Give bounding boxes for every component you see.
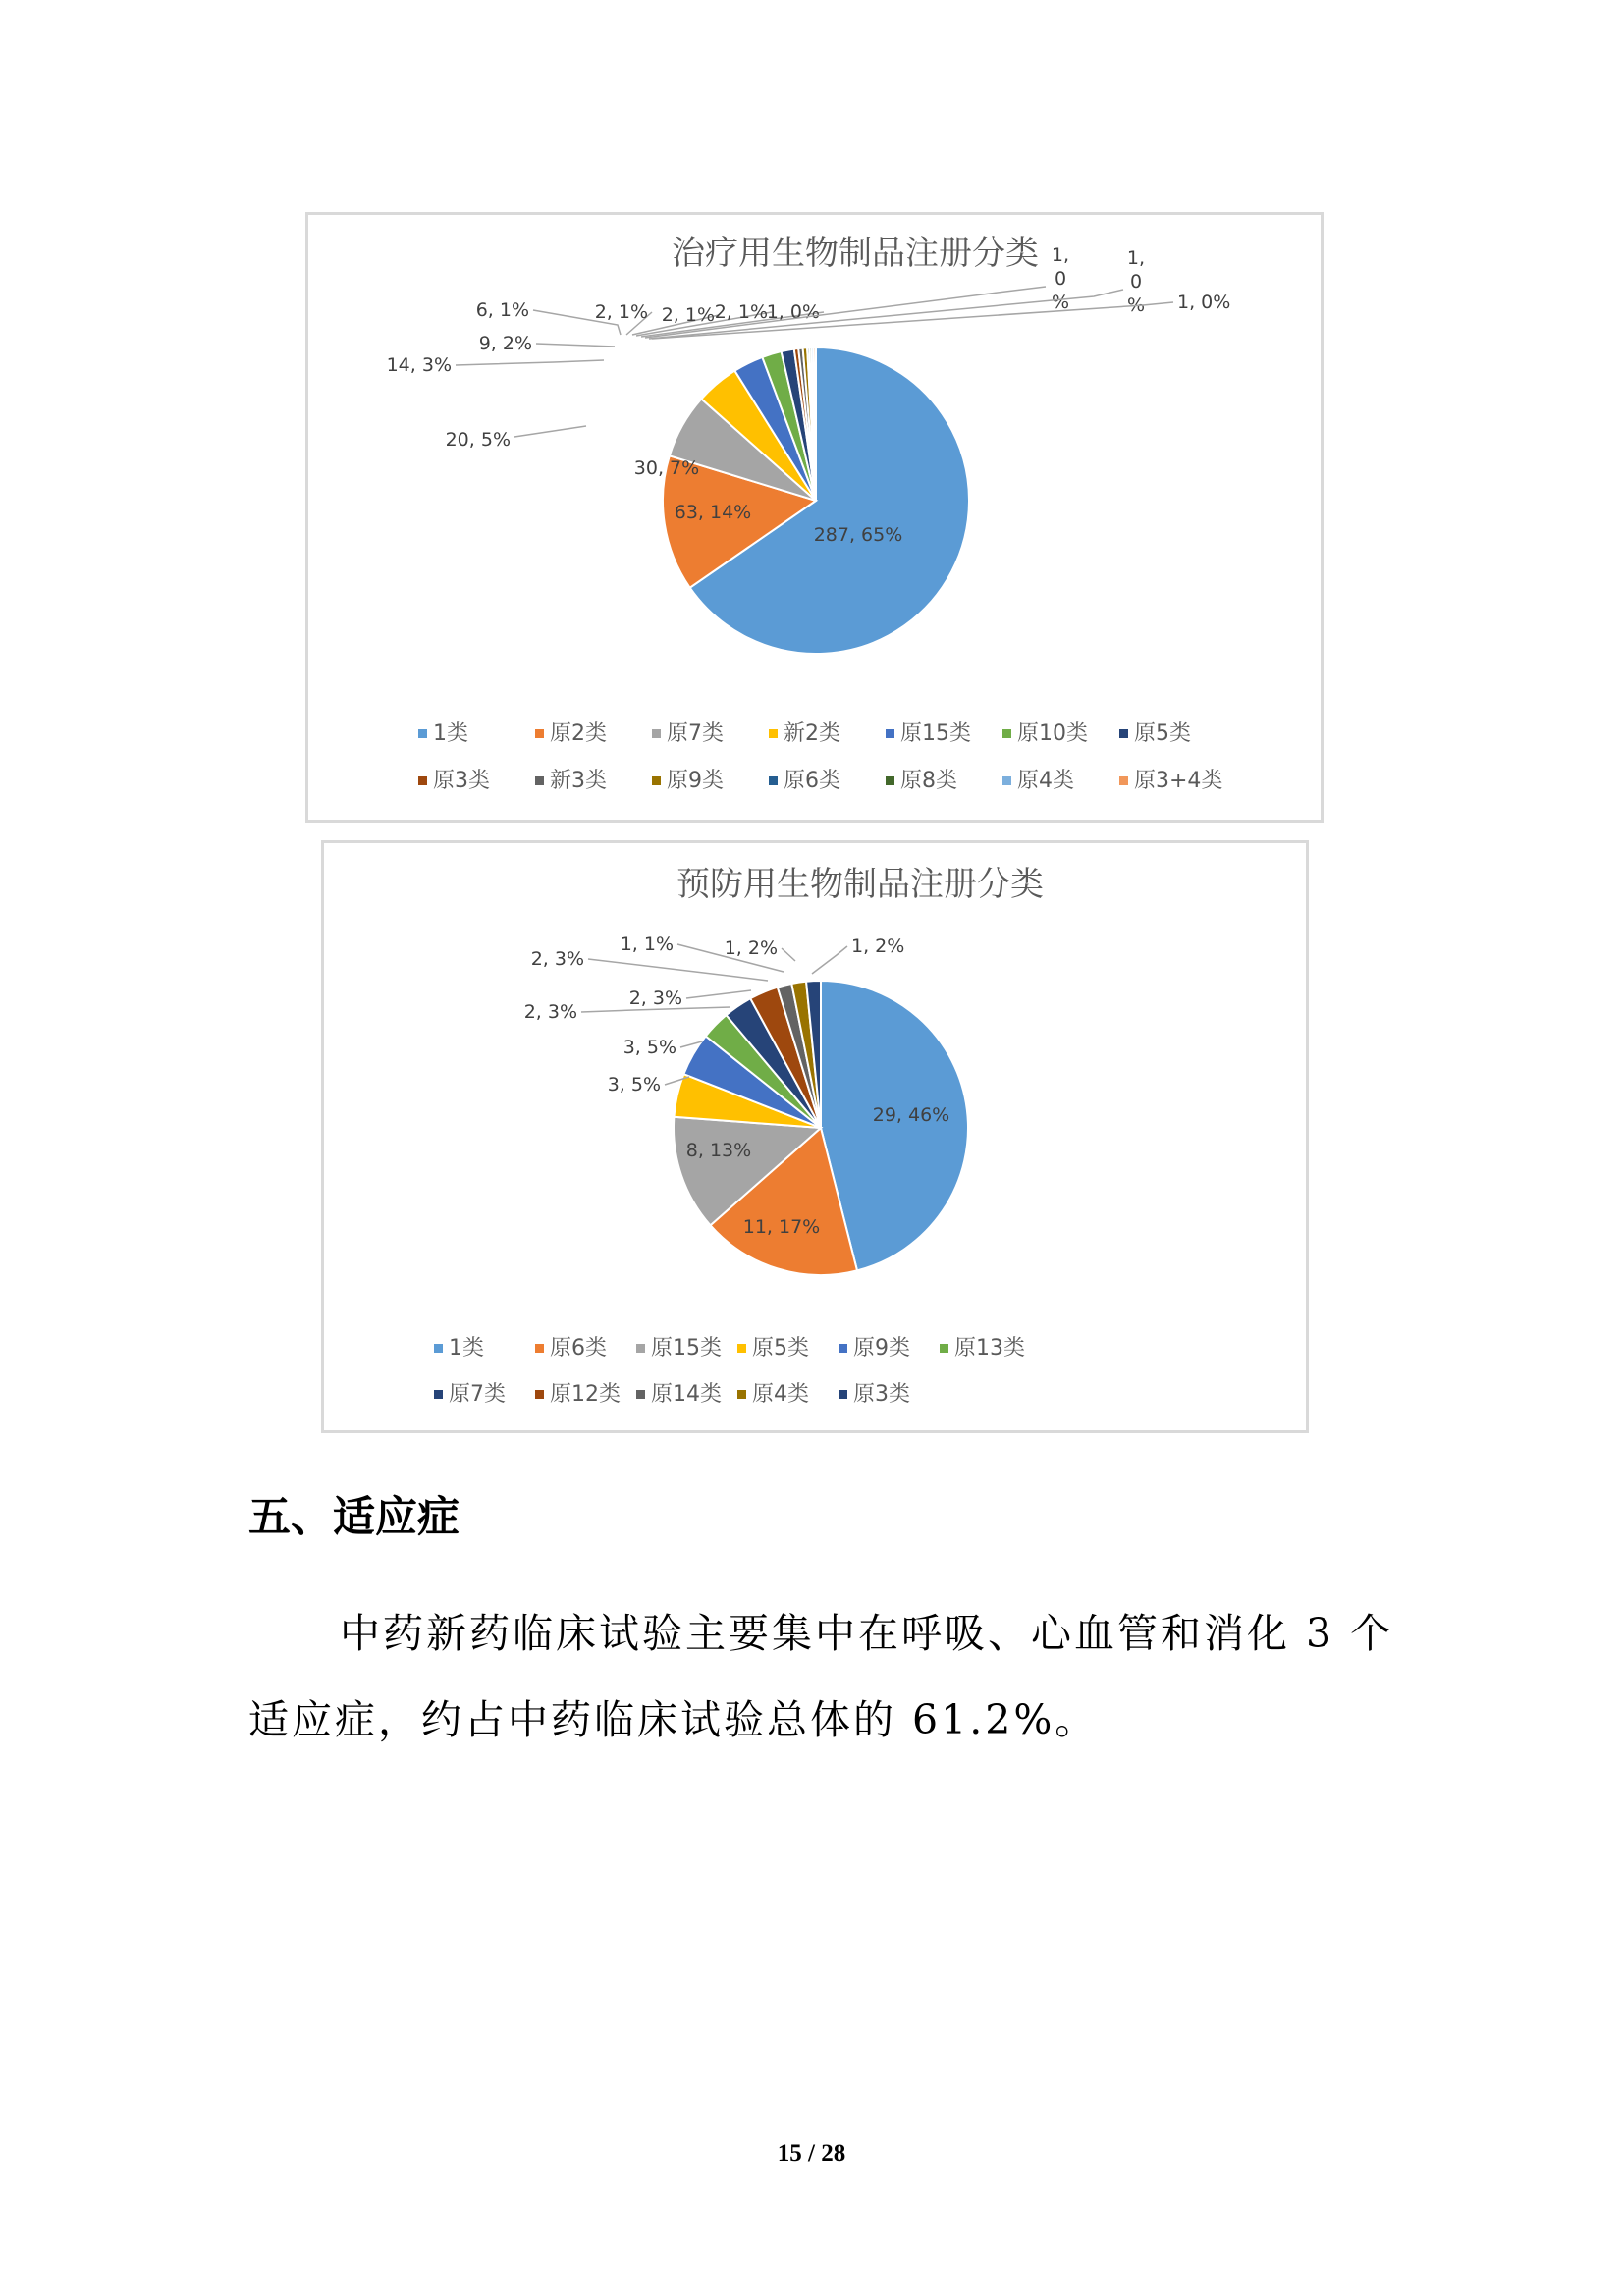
- data-label-原5类: 3, 5%: [607, 1074, 661, 1095]
- legend-swatch-原4类: [737, 1390, 746, 1399]
- legend-swatch-原6类: [535, 1344, 544, 1353]
- legend-label-原3类: 原3类: [853, 1382, 910, 1407]
- legend-swatch-原3类: [418, 776, 427, 785]
- legend-swatch-原10类: [1002, 729, 1011, 738]
- legend-label-原3plus4类: 原3+4类: [1134, 769, 1223, 793]
- data-label-原10类: 9, 2%: [478, 333, 532, 354]
- legend-label-原9类: 原9类: [853, 1336, 910, 1361]
- data-label-原6类: 1, 0%: [766, 301, 820, 323]
- data-label-原4类: 1, 2%: [724, 937, 778, 959]
- leader-line-原4类: [782, 948, 795, 961]
- leader-line-原10类: [536, 344, 615, 347]
- legend-swatch-原7类: [434, 1390, 443, 1399]
- legend-label-1类: 1类: [433, 721, 468, 746]
- chart-title: 治疗用生物制品注册分类: [672, 234, 1039, 273]
- data-label-新2类: 20, 5%: [445, 429, 511, 451]
- data-label-原8类: 1, 0 %: [1051, 244, 1070, 313]
- data-label-原3类: 2, 1%: [594, 301, 648, 323]
- leader-line-原3类: [812, 946, 847, 974]
- paragraph-line-2: 适应症，约占中药临床试验总体的 61.2%。: [248, 1696, 1099, 1743]
- leader-line-原12类: [588, 959, 768, 981]
- legend-label-原2类: 原2类: [550, 721, 607, 746]
- chart-title: 预防用生物制品注册分类: [676, 865, 1044, 904]
- chart-canvas: [324, 843, 1312, 1436]
- legend-swatch-原15类: [886, 729, 894, 738]
- legend-label-原7类: 原7类: [667, 721, 724, 746]
- data-label-原3plus4类: 1, 0%: [1177, 292, 1231, 313]
- legend-swatch-原12类: [535, 1390, 544, 1399]
- legend-swatch-原14类: [636, 1390, 645, 1399]
- legend-label-1类: 1类: [449, 1336, 484, 1361]
- legend-label-新2类: 新2类: [784, 721, 840, 746]
- data-label-1类: 287, 65%: [813, 524, 903, 546]
- data-label-原13类: 2, 3%: [523, 1001, 577, 1023]
- legend-label-原5类: 原5类: [752, 1336, 809, 1361]
- data-label-原9类: 3, 5%: [622, 1037, 676, 1058]
- legend-swatch-原3类: [839, 1390, 847, 1399]
- legend-swatch-原3plus4类: [1119, 776, 1128, 785]
- legend-swatch-原13类: [940, 1344, 948, 1353]
- data-label-原2类: 63, 14%: [674, 502, 752, 523]
- data-label-原15类: 8, 13%: [685, 1140, 752, 1161]
- legend-swatch-原9类: [652, 776, 661, 785]
- legend-swatch-原15类: [636, 1344, 645, 1353]
- legend-label-原14类: 原14类: [651, 1382, 722, 1407]
- page-number: 15 / 28: [777, 2140, 846, 2166]
- legend-label-原6类: 原6类: [550, 1336, 607, 1361]
- legend-swatch-原5类: [737, 1344, 746, 1353]
- legend-label-原6类: 原6类: [784, 769, 840, 793]
- legend-swatch-新2类: [769, 729, 778, 738]
- legend-swatch-原2类: [535, 729, 544, 738]
- legend-label-原3类: 原3类: [433, 769, 490, 793]
- data-label-原4类: 1, 0 %: [1126, 247, 1146, 316]
- data-label-原5类: 6, 1%: [475, 299, 529, 321]
- data-label-原14类: 1, 1%: [620, 934, 674, 955]
- legend-swatch-新3类: [535, 776, 544, 785]
- data-label-原3类: 1, 2%: [851, 935, 905, 957]
- legend-swatch-原7类: [652, 729, 661, 738]
- data-label-原7类: 30, 7%: [633, 457, 700, 479]
- data-label-原7类: 2, 3%: [628, 988, 682, 1009]
- legend-label-原9类: 原9类: [667, 769, 724, 793]
- legend-label-原15类: 原15类: [900, 721, 971, 746]
- legend-swatch-原8类: [886, 776, 894, 785]
- section-heading: 五、适应症: [248, 1493, 460, 1542]
- data-label-1类: 29, 46%: [872, 1104, 950, 1126]
- legend-label-原4类: 原4类: [1017, 769, 1074, 793]
- legend-label-原15类: 原15类: [651, 1336, 722, 1361]
- legend-label-原5类: 原5类: [1134, 721, 1191, 746]
- data-label-原9类: 2, 1%: [714, 301, 768, 323]
- leader-line-原15类: [456, 360, 604, 365]
- legend-swatch-1类: [434, 1344, 443, 1353]
- leader-line-新2类: [514, 426, 586, 437]
- data-label-新3类: 2, 1%: [661, 304, 715, 326]
- therapeutic-biologics-pie-chart: [305, 212, 1324, 823]
- legend-swatch-原6类: [769, 776, 778, 785]
- legend-swatch-1类: [418, 729, 427, 738]
- preventive-biologics-pie-chart: [321, 840, 1309, 1433]
- legend-swatch-原5类: [1119, 729, 1128, 738]
- legend-label-原7类: 原7类: [449, 1382, 506, 1407]
- legend-label-原8类: 原8类: [900, 769, 957, 793]
- data-label-原12类: 2, 3%: [530, 948, 584, 970]
- legend-swatch-原9类: [839, 1344, 847, 1353]
- legend-swatch-原4类: [1002, 776, 1011, 785]
- legend-label-原4类: 原4类: [752, 1382, 809, 1407]
- data-label-原15类: 14, 3%: [386, 354, 452, 376]
- legend-label-原10类: 原10类: [1017, 721, 1088, 746]
- legend-label-新3类: 新3类: [550, 769, 607, 793]
- leader-line-原7类: [686, 990, 751, 998]
- data-label-原6类: 11, 17%: [742, 1216, 821, 1238]
- chart-canvas: [308, 215, 1326, 826]
- paragraph-line-1: 中药新药临床试验主要集中在呼吸、心血管和消化 3 个: [340, 1610, 1394, 1657]
- legend-label-原13类: 原13类: [954, 1336, 1025, 1361]
- legend-label-原12类: 原12类: [550, 1382, 621, 1407]
